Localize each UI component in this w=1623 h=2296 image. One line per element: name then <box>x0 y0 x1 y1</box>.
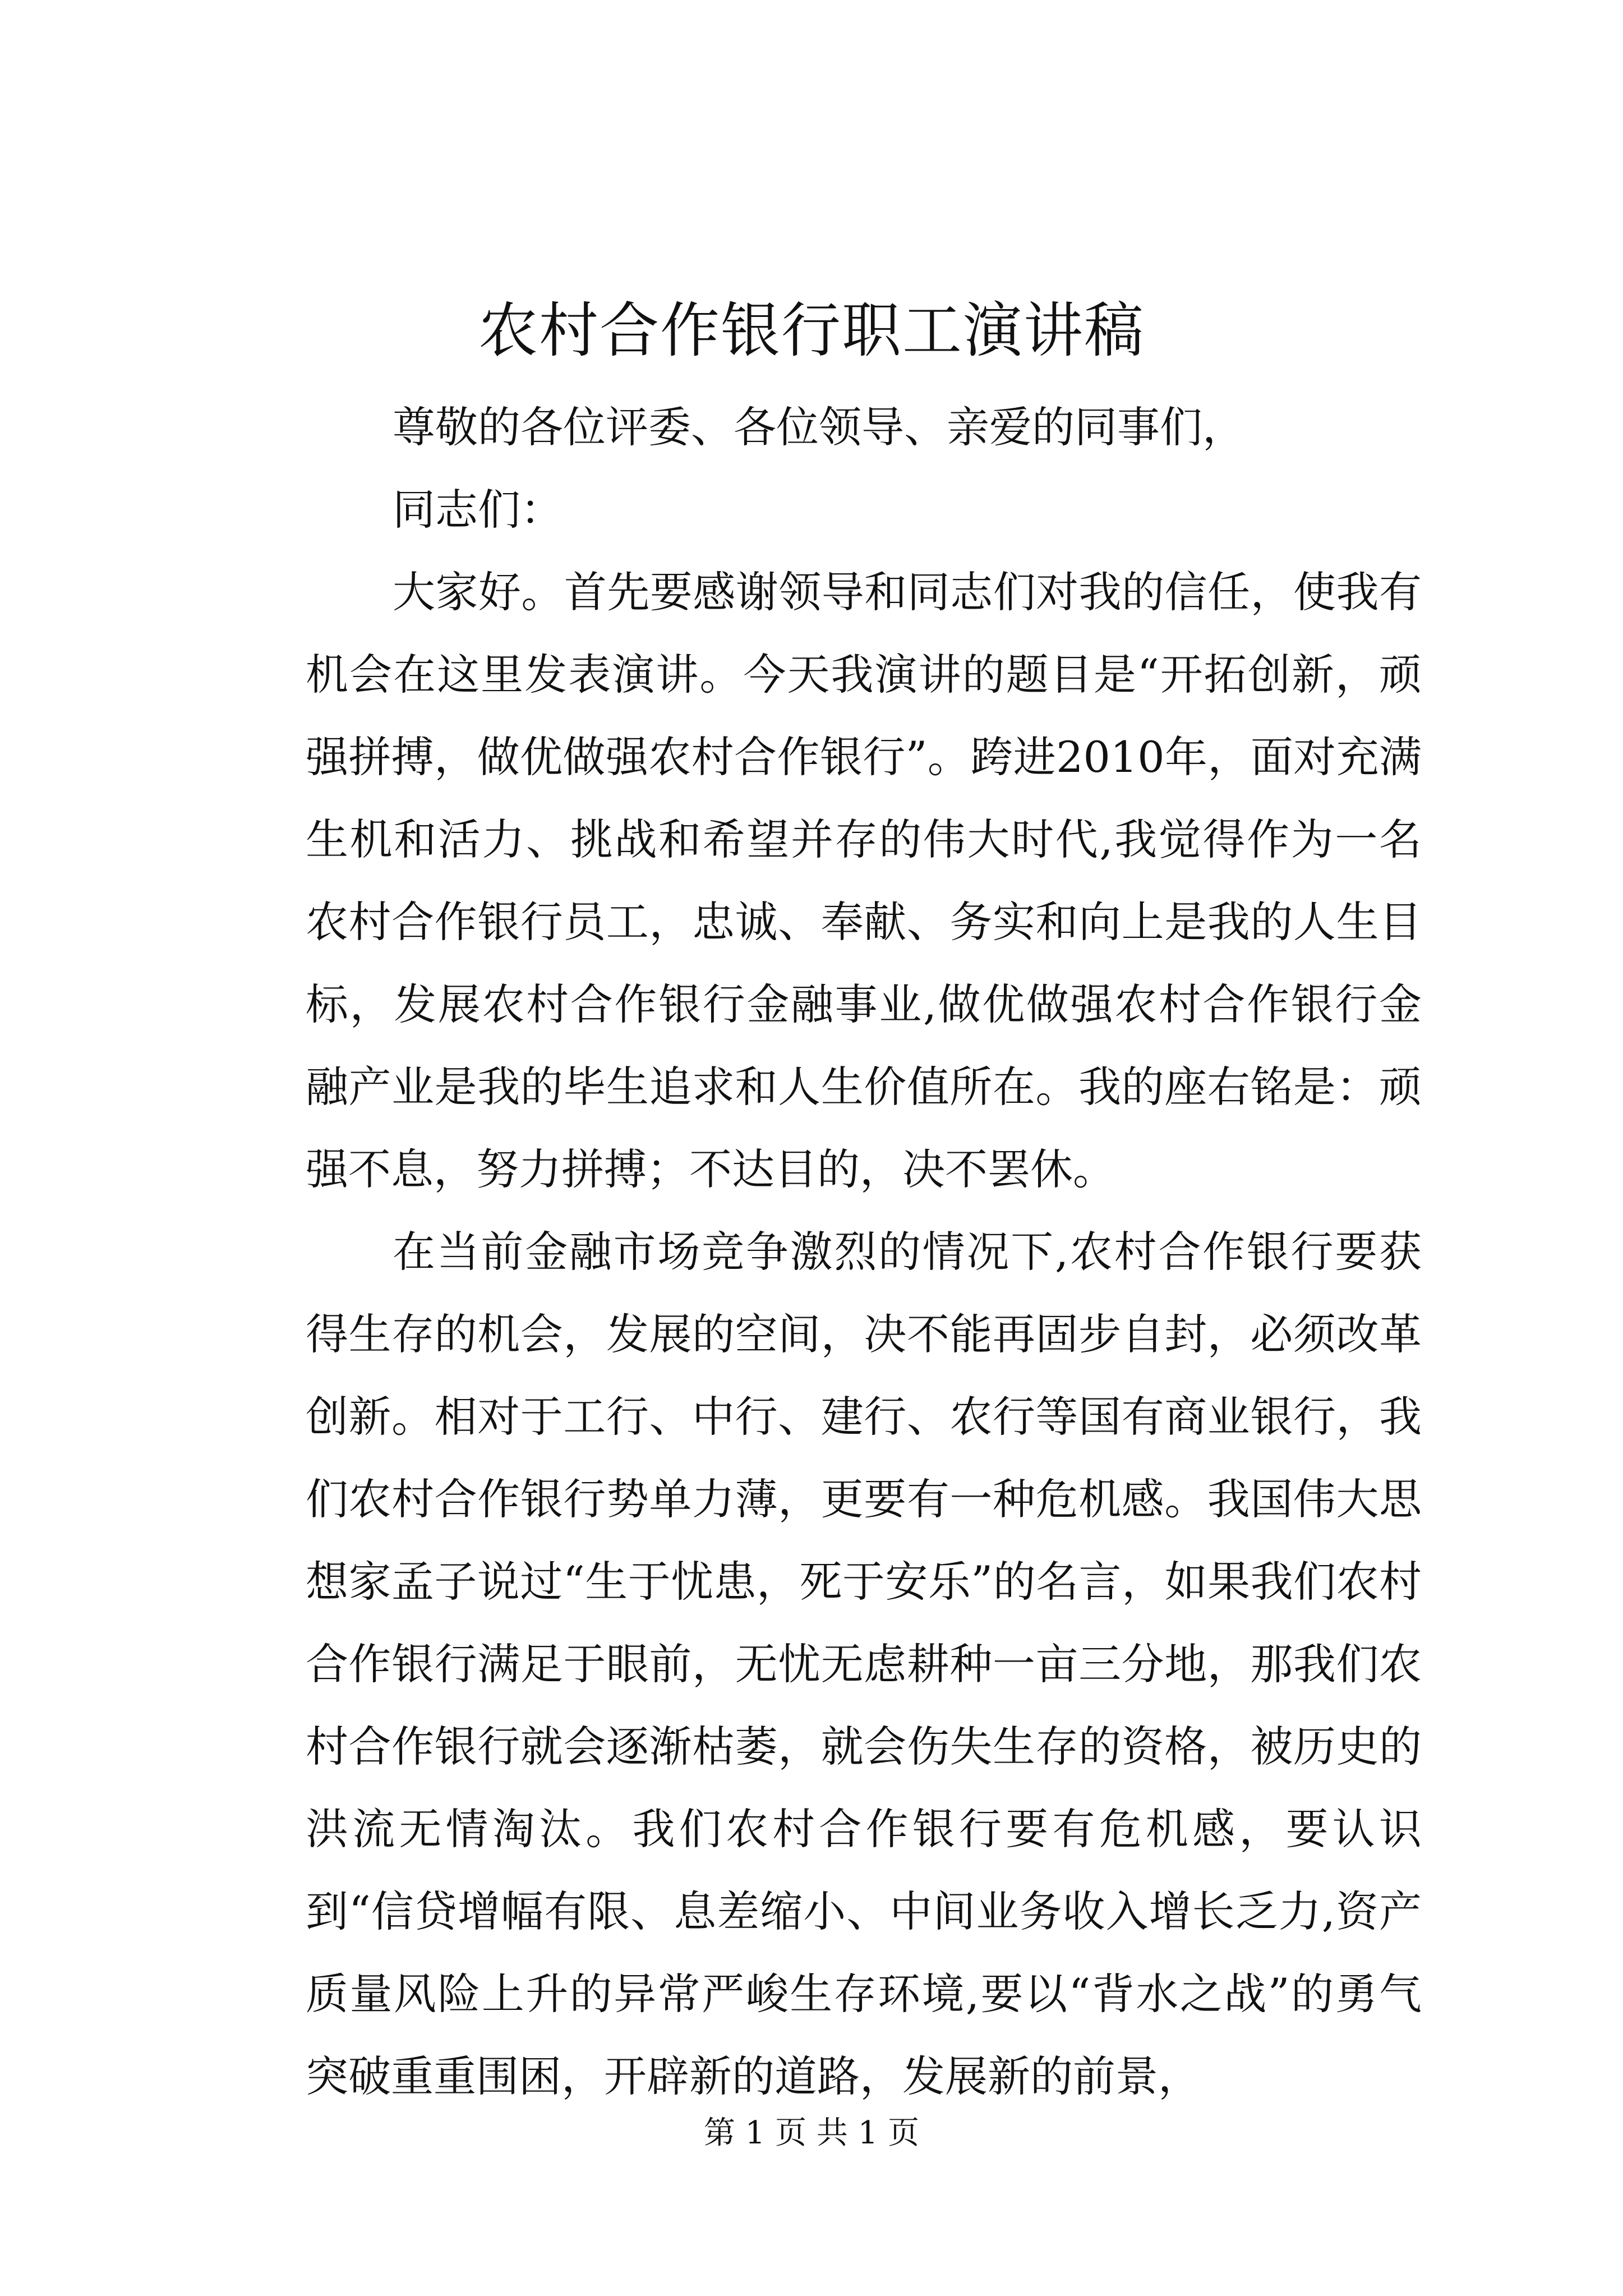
page-number-footer: 第 1 页 共 1 页 <box>703 2115 920 2151</box>
body-paragraph-1: 大家好。首先要感谢领导和同志们对我的信任，使我有机会在这里发表演讲。今天我演讲的题目是“开拓创新，顽强拼搏，做优做强农村合作银行”。跨进2010年，面对充满生机和活力、挑战和希望并存的伟大时代,我觉得作为一名农村合作银行员工，忠诚、奉献、务实和向上是我的人生目标，发展农村合作银行金融事业,做优做强农村合作银行金融产业是我的毕生追求和人生价值所在。我的座右铭是：顽强不息，努力拼搏；不达目的，决不罢休。 <box>306 567 1422 1194</box>
document-body <box>306 386 1422 2118</box>
body-paragraph-2: 在当前金融市场竞争激烈的情况下,农村合作银行要获得生存的机会，发展的空间，决不能再固步自封，必须改革创新。相对于工行、中行、建行、农行等国有商业银行，我们农村合作银行势单力薄，更要有一种危机感。我国伟大思想家孟子说过“生于忧患，死于安乐”的名言，如果我们农村合作银行满足于眼前，无忧无虑耕种一亩三分地，那我们农村合作银行就会逐渐枯萎，就会伤失生存的资格，被历史的洪流无情淘汰。我们农村合作银行要有危机感，要认识到“信贷增幅有限、息差缩小、中间业务收入增长乏力,资产质量风险上升的异常严峻生存环境,要以“背水之战”的勇气突破重重围困，开辟新的道路，发展新的前景， <box>306 1227 1422 2101</box>
salutation-continued-paragraph: 同志们： <box>393 485 563 535</box>
salutation-paragraph: 尊敬的各位评委、各位领导、亲爱的同事们， <box>393 402 1245 452</box>
page-title: 农村合作银行职工演讲稿 <box>478 296 1145 365</box>
